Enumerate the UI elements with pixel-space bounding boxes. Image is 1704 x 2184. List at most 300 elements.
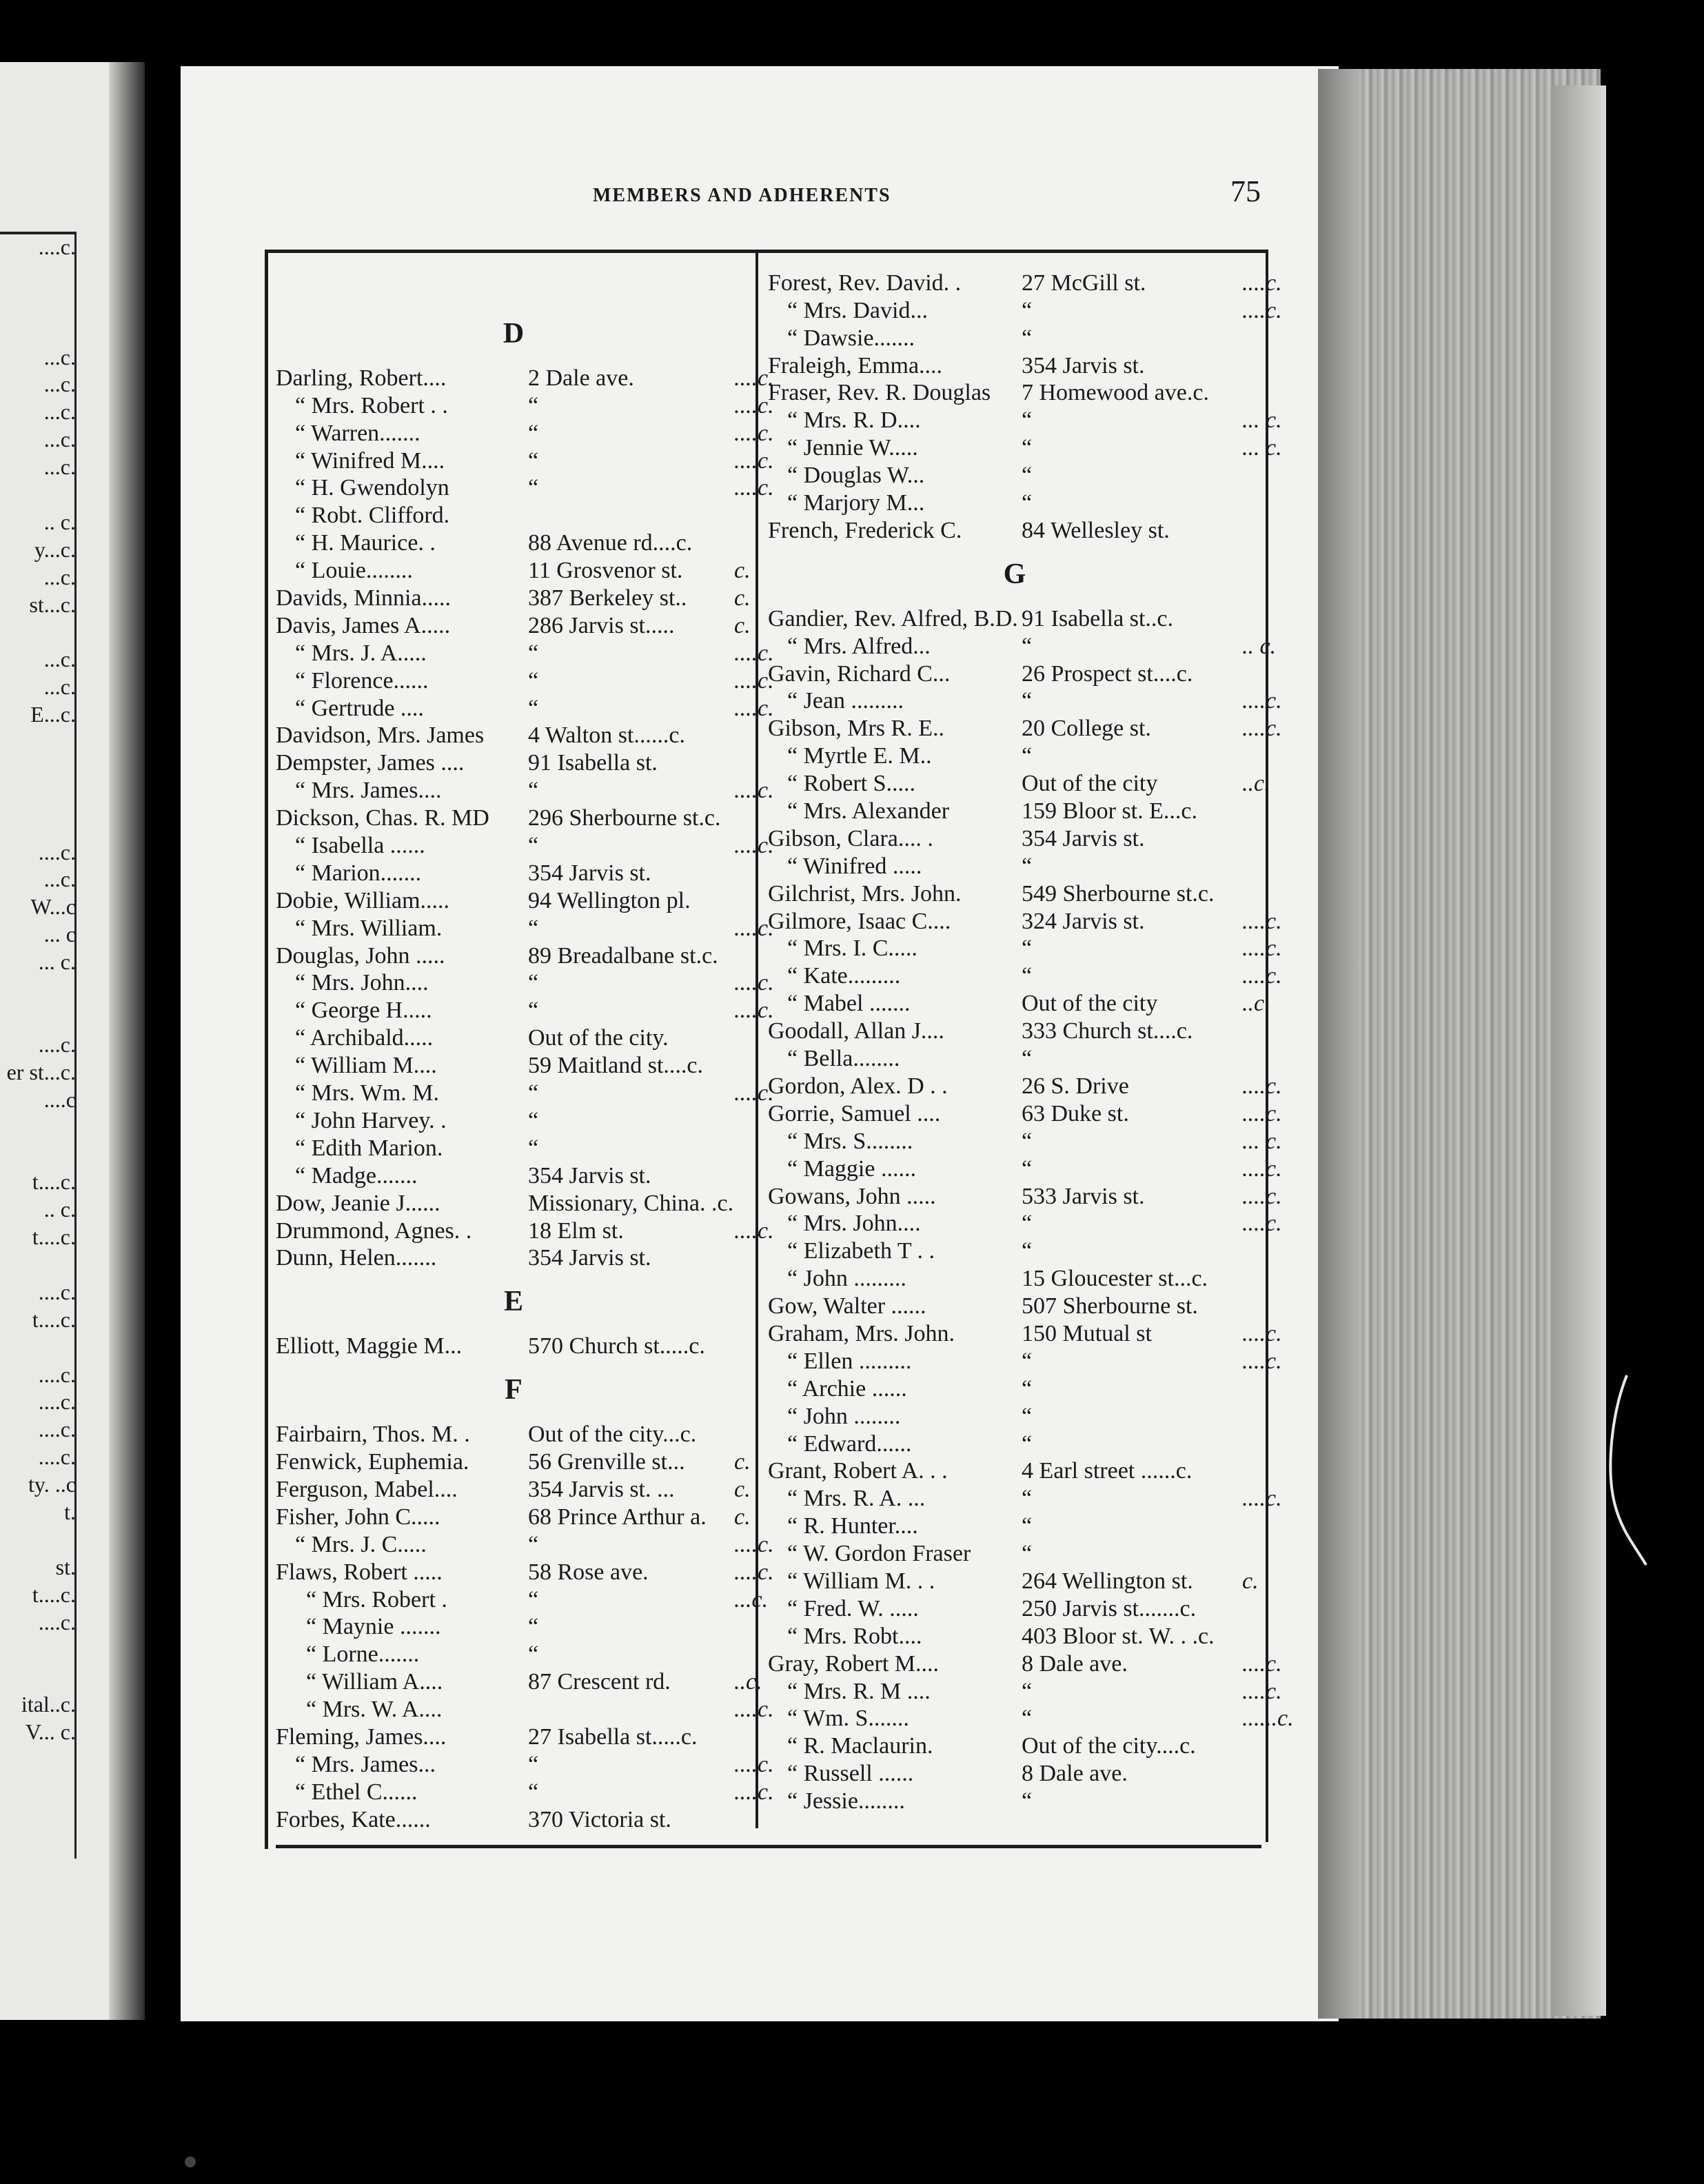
entry-communicant-mark: c. <box>734 1504 751 1530</box>
entry-address: “ <box>528 420 539 446</box>
entry-communicant-mark: ....c. <box>1242 1320 1282 1346</box>
entry-name: Fairbairn, Thos. M. . <box>276 1422 470 1448</box>
entry-communicant-mark: ....c. <box>1242 270 1282 296</box>
directory-entry <box>276 1668 762 1695</box>
entry-name: Gordon, Alex. D . . <box>768 1073 948 1099</box>
entry-name: “ Louie........ <box>295 558 413 584</box>
entry-name: Drummond, Agnes. . <box>276 1217 472 1244</box>
entry-name: “ Edward...... <box>787 1430 912 1457</box>
entry-name: “ Edith Marion. <box>295 1135 443 1161</box>
entry-name: Dow, Jeanie J...... <box>276 1190 440 1216</box>
fragment-line <box>0 290 76 317</box>
entry-address: 507 Sherbourne st. <box>1022 1293 1198 1320</box>
entry-name: “ Mrs. R. D.... <box>787 407 921 434</box>
entry-communicant-mark: ..c. <box>1242 771 1270 797</box>
entry-communicant-mark: ....c. <box>1242 1650 1282 1677</box>
directory-entry <box>768 1072 1282 1100</box>
fragment-line: ....c. <box>38 1444 76 1470</box>
entry-name: “ William M.... <box>295 1053 437 1079</box>
entry-name: Douglas, John ..... <box>276 942 445 969</box>
entry-address: “ <box>1022 407 1033 434</box>
directory-entry <box>768 1787 1261 1814</box>
directory-entry <box>768 1705 1294 1732</box>
fragment-line: ....c <box>43 1086 76 1112</box>
entry-communicant-mark: .. c. <box>1242 633 1277 659</box>
fragment-line: ... c <box>43 922 76 947</box>
fragment-line <box>0 812 76 840</box>
facing-page-gutter <box>109 62 145 2020</box>
entry-name: “ Jean ......... <box>787 688 904 714</box>
entry-address: 20 College st. <box>1022 716 1151 742</box>
entry-address: “ <box>1022 1403 1033 1429</box>
directory-entry <box>276 1613 751 1641</box>
entry-address: Missionary, China. .c. <box>528 1190 734 1216</box>
entry-name: “ Mrs. Wm. M. <box>295 1080 440 1106</box>
entry-name: “ Kate......... <box>787 963 901 989</box>
directory-entry <box>768 632 1277 660</box>
entry-communicant-mark: ....c. <box>1242 297 1282 323</box>
section-letter: E <box>503 1286 523 1318</box>
directory-entry <box>276 914 774 942</box>
entry-communicant-mark: ....c. <box>734 695 774 721</box>
fragment-line: ...c. <box>43 399 76 425</box>
entry-address: “ <box>528 1080 539 1106</box>
entry-address: “ <box>1022 1513 1033 1539</box>
entry-address: “ <box>1022 1706 1033 1732</box>
entry-name: Fleming, James.... <box>276 1723 447 1750</box>
entry-name: “ H. Maurice. . <box>295 530 436 556</box>
entry-communicant-mark: ....c. <box>734 1697 774 1723</box>
entry-name: “ Archibald..... <box>295 1025 434 1051</box>
entry-name: “ H. Gwendolyn <box>295 475 449 501</box>
entry-address: 570 Church st.....c. <box>528 1333 705 1359</box>
fragment-line: ty. ..c <box>28 1472 76 1497</box>
entry-name: “ Isabella ...... <box>295 833 425 859</box>
entry-communicant-mark: ....c. <box>734 475 774 501</box>
directory-entry <box>768 605 1261 632</box>
entry-address: “ <box>528 1107 539 1133</box>
directory-column-left <box>276 303 774 1833</box>
entry-name: Davis, James A..... <box>276 612 451 638</box>
entry-communicant-mark: ....c. <box>1242 1211 1282 1237</box>
entry-name: “ Robt. Clifford. <box>295 503 450 529</box>
entry-name: Gibson, Clara.... . <box>768 825 933 851</box>
entry-communicant-mark: ....c. <box>734 1779 774 1805</box>
fragment-line: t....c. <box>32 1169 76 1195</box>
fragment-line: t. <box>64 1499 76 1524</box>
entry-name: “ Mrs. John.... <box>787 1211 921 1237</box>
directory-entry <box>768 1457 1261 1485</box>
entry-address: “ <box>1022 1348 1033 1374</box>
book-edge-right <box>1551 85 1606 2016</box>
entry-name: Forest, Rev. David. . <box>768 270 962 296</box>
entry-name: “ Lorne....... <box>306 1641 420 1668</box>
handwritten-mark <box>1606 1372 1647 1572</box>
entry-name: “ Ellen ......... <box>787 1348 912 1374</box>
entry-name: “ Elizabeth T . . <box>787 1238 935 1264</box>
facing-page <box>0 62 145 2020</box>
entry-name: “ Marjory M... <box>787 490 925 516</box>
directory-entry <box>276 1024 751 1051</box>
entry-name: Gray, Robert M.... <box>768 1650 940 1677</box>
directory-entry <box>768 1320 1282 1347</box>
directory-entry <box>276 1640 751 1668</box>
entry-name: “ John ......... <box>787 1266 906 1292</box>
entry-name: “ Maynie ....... <box>306 1614 441 1640</box>
entry-address: 11 Grosvenor st. <box>528 558 683 584</box>
entry-address: 333 Church st....c. <box>1022 1018 1193 1044</box>
entry-address: 370 Victoria st. <box>528 1806 671 1832</box>
entry-communicant-mark: ....c. <box>734 1531 774 1557</box>
entry-communicant-mark: ....c. <box>734 640 774 666</box>
entry-name: “ Douglas W... <box>787 463 925 489</box>
entry-name: “ Wm. S....... <box>787 1706 909 1732</box>
entry-name: “ Ethel C...... <box>295 1779 418 1805</box>
directory-entry <box>276 1475 751 1503</box>
entry-address: 296 Sherbourne st.c. <box>528 805 721 831</box>
entry-address: 91 Isabella st..c. <box>1022 605 1173 631</box>
entry-name: Graham, Mrs. John. <box>768 1320 955 1346</box>
entry-address: 84 Wellesley st. <box>1022 517 1170 543</box>
directory-entry <box>276 1162 751 1189</box>
entry-communicant-mark: ....c. <box>734 392 774 418</box>
entry-name: “ Russell ...... <box>787 1761 914 1787</box>
directory-entry <box>276 1750 774 1778</box>
directory-entry <box>768 1595 1261 1622</box>
entry-communicant-mark: ....c. <box>1242 1486 1282 1512</box>
entry-name: “ Gertrude .... <box>295 695 424 721</box>
fragment-line: ....c. <box>38 839 76 865</box>
directory-entry <box>768 769 1270 797</box>
fragment-line: .. c. <box>43 509 76 534</box>
directory-entry <box>768 907 1282 935</box>
entry-address: “ <box>1022 743 1033 769</box>
directory-entry <box>276 804 751 831</box>
entry-address: 27 Isabella st.....c. <box>528 1723 698 1750</box>
entry-name: “ Mrs. J. C..... <box>295 1531 427 1557</box>
directory-entry <box>768 1650 1282 1677</box>
directory-entry <box>768 1100 1282 1127</box>
entry-address: 27 McGill st. <box>1022 270 1146 296</box>
entry-address: 18 Elm st. <box>528 1217 624 1244</box>
entry-address: “ <box>1022 1375 1033 1402</box>
entry-name: Davids, Minnia..... <box>276 585 452 611</box>
entry-address: 87 Crescent rd. <box>528 1669 671 1695</box>
fragment-line: ...c. <box>43 647 76 672</box>
fragment-line: ....c. <box>38 1389 76 1415</box>
directory-entry <box>276 584 751 611</box>
entry-address: 150 Mutual st <box>1022 1320 1152 1346</box>
directory-entry <box>768 660 1261 687</box>
fragment-line: ...c. <box>43 372 76 397</box>
fragment-line: V... c. <box>25 1719 76 1745</box>
directory-entry <box>276 1244 751 1272</box>
entry-communicant-mark: ....c. <box>734 833 774 859</box>
entry-name: “ Jennie W..... <box>787 435 918 461</box>
entry-name: “ John Harvey. . <box>295 1107 447 1133</box>
entry-address: 354 Jarvis st. ... <box>528 1476 675 1502</box>
entry-name: “ Mrs. John.... <box>295 970 429 996</box>
entry-name: “ Winifred ..... <box>787 853 922 879</box>
entry-name: Flaws, Robert ..... <box>276 1559 443 1585</box>
directory-entry <box>276 749 751 776</box>
fragment-line: t....c. <box>32 1224 76 1250</box>
entry-address: “ <box>1022 936 1033 962</box>
directory-entry <box>276 667 774 694</box>
entry-address: 264 Wellington st. <box>1022 1568 1193 1594</box>
frame-right-rule <box>1266 250 1268 1842</box>
entry-address: 89 Breadalbane st.c. <box>528 942 718 969</box>
fragment-line: .. c. <box>43 1197 76 1222</box>
entry-name: “ Mrs. James.... <box>295 778 442 804</box>
directory-entry <box>276 776 774 804</box>
entry-communicant-mark: ....c. <box>734 970 774 996</box>
entry-name: “ Warren....... <box>295 420 420 446</box>
entry-name: Fenwick, Euphemia. <box>276 1449 469 1475</box>
entry-communicant-mark: ..c <box>1242 991 1265 1017</box>
entry-address: “ <box>528 667 539 694</box>
frame-bottom-rule <box>276 1845 1261 1848</box>
entry-address: “ <box>528 1641 539 1668</box>
entry-address: 7 Homewood ave.c. <box>1022 380 1209 406</box>
entry-communicant-mark: ...c. <box>734 1586 769 1612</box>
entry-communicant-mark: ....c. <box>1242 936 1282 962</box>
directory-entry <box>768 324 1261 352</box>
entry-address: “ <box>528 778 539 804</box>
entry-address: 354 Jarvis st. <box>1022 352 1145 378</box>
directory-entry <box>768 1759 1261 1787</box>
entry-address: 354 Jarvis st. <box>528 1162 651 1189</box>
directory-entry <box>276 859 751 887</box>
directory-entry <box>276 1586 769 1613</box>
directory-entry <box>768 1622 1261 1650</box>
entry-name: Dobie, William..... <box>276 887 450 913</box>
fragment-line <box>0 1527 76 1555</box>
fragment-line: ....c. <box>38 1031 76 1057</box>
entry-name: “ Florence...... <box>295 667 429 694</box>
entry-communicant-mark: ..c. <box>734 1669 762 1695</box>
entry-address: “ <box>1022 688 1033 714</box>
directory-entry <box>276 1695 774 1723</box>
directory-entry <box>276 474 774 502</box>
running-head: MEMBERS AND ADHERENTS <box>593 185 891 206</box>
page-number: 75 <box>1230 174 1261 208</box>
entry-address: 324 Jarvis st. <box>1022 908 1145 934</box>
entry-communicant-mark: ......c. <box>1242 1706 1294 1732</box>
directory-column-right <box>768 269 1294 1814</box>
directory-entry <box>276 1806 751 1833</box>
directory-entry <box>276 969 774 997</box>
entry-address: 68 Prince Arthur a. <box>528 1504 707 1530</box>
entry-communicant-mark: ....c. <box>734 1217 774 1244</box>
entry-name: Gowans, John ..... <box>768 1183 936 1209</box>
fragment-line <box>0 1664 76 1692</box>
directory-entry <box>276 1448 751 1475</box>
entry-communicant-mark: ....c. <box>1242 963 1282 989</box>
entry-address: 403 Bloor st. W. . .c. <box>1022 1623 1215 1649</box>
fragment-line: W...c <box>30 894 76 920</box>
entry-name: “ William M. . . <box>787 1568 935 1594</box>
entry-address: Out of the city <box>1022 991 1158 1017</box>
directory-entry <box>768 434 1282 461</box>
entry-address: “ <box>1022 463 1033 489</box>
fragment-line <box>0 1004 76 1032</box>
directory-entry <box>276 447 774 474</box>
entry-name: “ Bella........ <box>787 1046 900 1072</box>
fragment-line <box>0 977 76 1004</box>
entry-address: Out of the city. <box>528 1025 669 1051</box>
directory-entry <box>768 1732 1261 1759</box>
entry-name: “ Madge....... <box>295 1162 418 1189</box>
fragment-line: ....c. <box>38 1279 76 1304</box>
fragment-line: ....c. <box>38 1362 76 1387</box>
entry-address: “ <box>1022 1046 1033 1072</box>
entry-name: “ Marion....... <box>295 860 422 886</box>
entry-name: “ Mrs. I. C..... <box>787 936 917 962</box>
entry-address: “ <box>1022 633 1033 659</box>
entry-communicant-mark: ....c. <box>1242 716 1282 742</box>
entry-name: Fraleigh, Emma.... <box>768 352 943 378</box>
fragment-line: ....c. <box>38 234 76 259</box>
directory-entry <box>276 996 774 1024</box>
directory-entry <box>276 1778 774 1806</box>
fragment-line <box>0 1637 76 1664</box>
directory-entry <box>768 989 1265 1017</box>
fragment-line: st...c. <box>29 592 76 617</box>
entry-address: 26 S. Drive <box>1022 1073 1129 1099</box>
entry-address: 59 Maitland st....c. <box>528 1053 704 1079</box>
entry-name: “ R. Maclaurin. <box>787 1733 933 1759</box>
entry-address: 549 Sherbourne st.c. <box>1022 880 1215 907</box>
entry-address: 63 Duke st. <box>1022 1100 1129 1126</box>
entry-address: “ <box>528 1531 539 1557</box>
entry-name: “ Mrs. Alfred... <box>787 633 931 659</box>
fragment-line <box>0 1252 76 1280</box>
entry-address: Out of the city...c. <box>528 1422 697 1448</box>
entry-communicant-mark: ....c. <box>734 365 774 391</box>
entry-address: 8 Dale ave. <box>1022 1761 1128 1787</box>
directory-entry <box>768 742 1261 769</box>
entry-communicant-mark: ....c. <box>1242 1183 1282 1209</box>
directory-entry <box>768 1567 1261 1595</box>
entry-communicant-mark: ....c. <box>734 1751 774 1777</box>
entry-address: “ <box>528 475 539 501</box>
fragment-line: E...c. <box>30 702 76 727</box>
directory-entry <box>276 611 751 639</box>
entry-name: “ Mrs. Robt.... <box>787 1623 922 1649</box>
fragment-line: ...c. <box>43 867 76 892</box>
entry-address: 58 Rose ave. <box>528 1559 649 1585</box>
entry-address: 354 Jarvis st. <box>1022 825 1145 851</box>
directory-entry <box>768 880 1261 907</box>
entry-address: “ <box>1022 1788 1033 1814</box>
entry-address: “ <box>1022 1155 1033 1182</box>
directory-entry <box>276 887 751 914</box>
entry-name: Forbes, Kate...... <box>276 1806 431 1832</box>
directory-entry <box>768 1237 1261 1264</box>
entry-name: “ Mrs. S........ <box>787 1128 913 1154</box>
entry-address: “ <box>528 1586 539 1612</box>
directory-entry <box>768 1430 1261 1457</box>
directory-entry <box>276 639 774 667</box>
entry-name: “ John ........ <box>787 1403 901 1429</box>
fragment-line <box>0 757 76 785</box>
entry-address: “ <box>1022 1541 1033 1567</box>
book-edge-shadow <box>1318 69 1359 2019</box>
entry-name: Grant, Robert A. . . <box>768 1458 948 1484</box>
entry-name: “ Dawsie....... <box>787 325 915 351</box>
directory-entry <box>768 1210 1282 1237</box>
facing-page-fragment <box>0 234 76 1747</box>
fragment-line: ital..c. <box>21 1692 76 1717</box>
directory-entry <box>768 825 1261 852</box>
entry-name: “ Winifred M.... <box>295 447 445 474</box>
fragment-line <box>0 729 76 757</box>
fragment-line <box>0 262 76 290</box>
entry-name: “ Myrtle E. M.. <box>787 743 932 769</box>
directory-entry <box>276 942 751 969</box>
entry-name: Goodall, Allan J.... <box>768 1018 944 1044</box>
directory-entry <box>276 364 774 392</box>
entry-communicant-mark: ....c. <box>1242 688 1282 714</box>
directory-entry <box>768 1264 1261 1292</box>
entry-address: “ <box>1022 853 1033 879</box>
directory-entry <box>768 1484 1282 1512</box>
entry-address: “ <box>528 998 539 1024</box>
entry-address: 94 Wellington pl. <box>528 887 691 913</box>
entry-communicant-mark: ....c. <box>734 998 774 1024</box>
entry-address: “ <box>1022 1486 1033 1512</box>
directory-entry <box>768 1512 1261 1539</box>
directory-entry <box>276 1420 751 1448</box>
directory-entry <box>768 1017 1261 1044</box>
directory-entry <box>276 1503 751 1530</box>
entry-name: Dunn, Helen....... <box>276 1245 437 1271</box>
entry-address: 250 Jarvis st.......c. <box>1022 1595 1197 1621</box>
entry-name: Gilmore, Isaac C.... <box>768 908 951 934</box>
entry-name: Fisher, John C..... <box>276 1504 440 1530</box>
entry-address: “ <box>1022 325 1033 351</box>
entry-name: “ Mrs. David... <box>787 297 928 323</box>
directory-entry <box>768 352 1261 379</box>
directory-entry <box>276 1530 774 1558</box>
entry-name: “ Mrs. J. A..... <box>295 640 427 666</box>
entry-address: “ <box>1022 1238 1033 1264</box>
directory-entry <box>768 962 1282 989</box>
entry-communicant-mark: ....c. <box>1242 1100 1282 1126</box>
entry-address: “ <box>1022 963 1033 989</box>
entry-name: Dempster, James .... <box>276 750 465 776</box>
entry-name: “ Mrs. Robert . <box>306 1586 447 1612</box>
directory-entry <box>276 1134 751 1162</box>
entry-communicant-mark: ....c. <box>734 447 774 474</box>
entry-communicant-mark: c. <box>734 1476 751 1502</box>
directory-entry <box>768 1375 1261 1402</box>
directory-entry <box>276 392 774 419</box>
entry-name: Ferguson, Mabel.... <box>276 1476 458 1502</box>
frame-top-rule <box>267 250 1268 253</box>
entry-address: 26 Prospect st....c. <box>1022 660 1193 687</box>
entry-address: “ <box>1022 435 1033 461</box>
entry-address: “ <box>1022 1678 1033 1704</box>
directory-entry <box>276 1106 751 1134</box>
entry-name: “ Fred. W. ..... <box>787 1595 919 1621</box>
fragment-line: ....c. <box>38 1609 76 1635</box>
entry-name: Gavin, Richard C... <box>768 660 951 687</box>
directory-entry <box>276 1051 751 1079</box>
directory-entry <box>276 694 774 722</box>
entry-communicant-mark: ... c. <box>1242 1128 1282 1154</box>
